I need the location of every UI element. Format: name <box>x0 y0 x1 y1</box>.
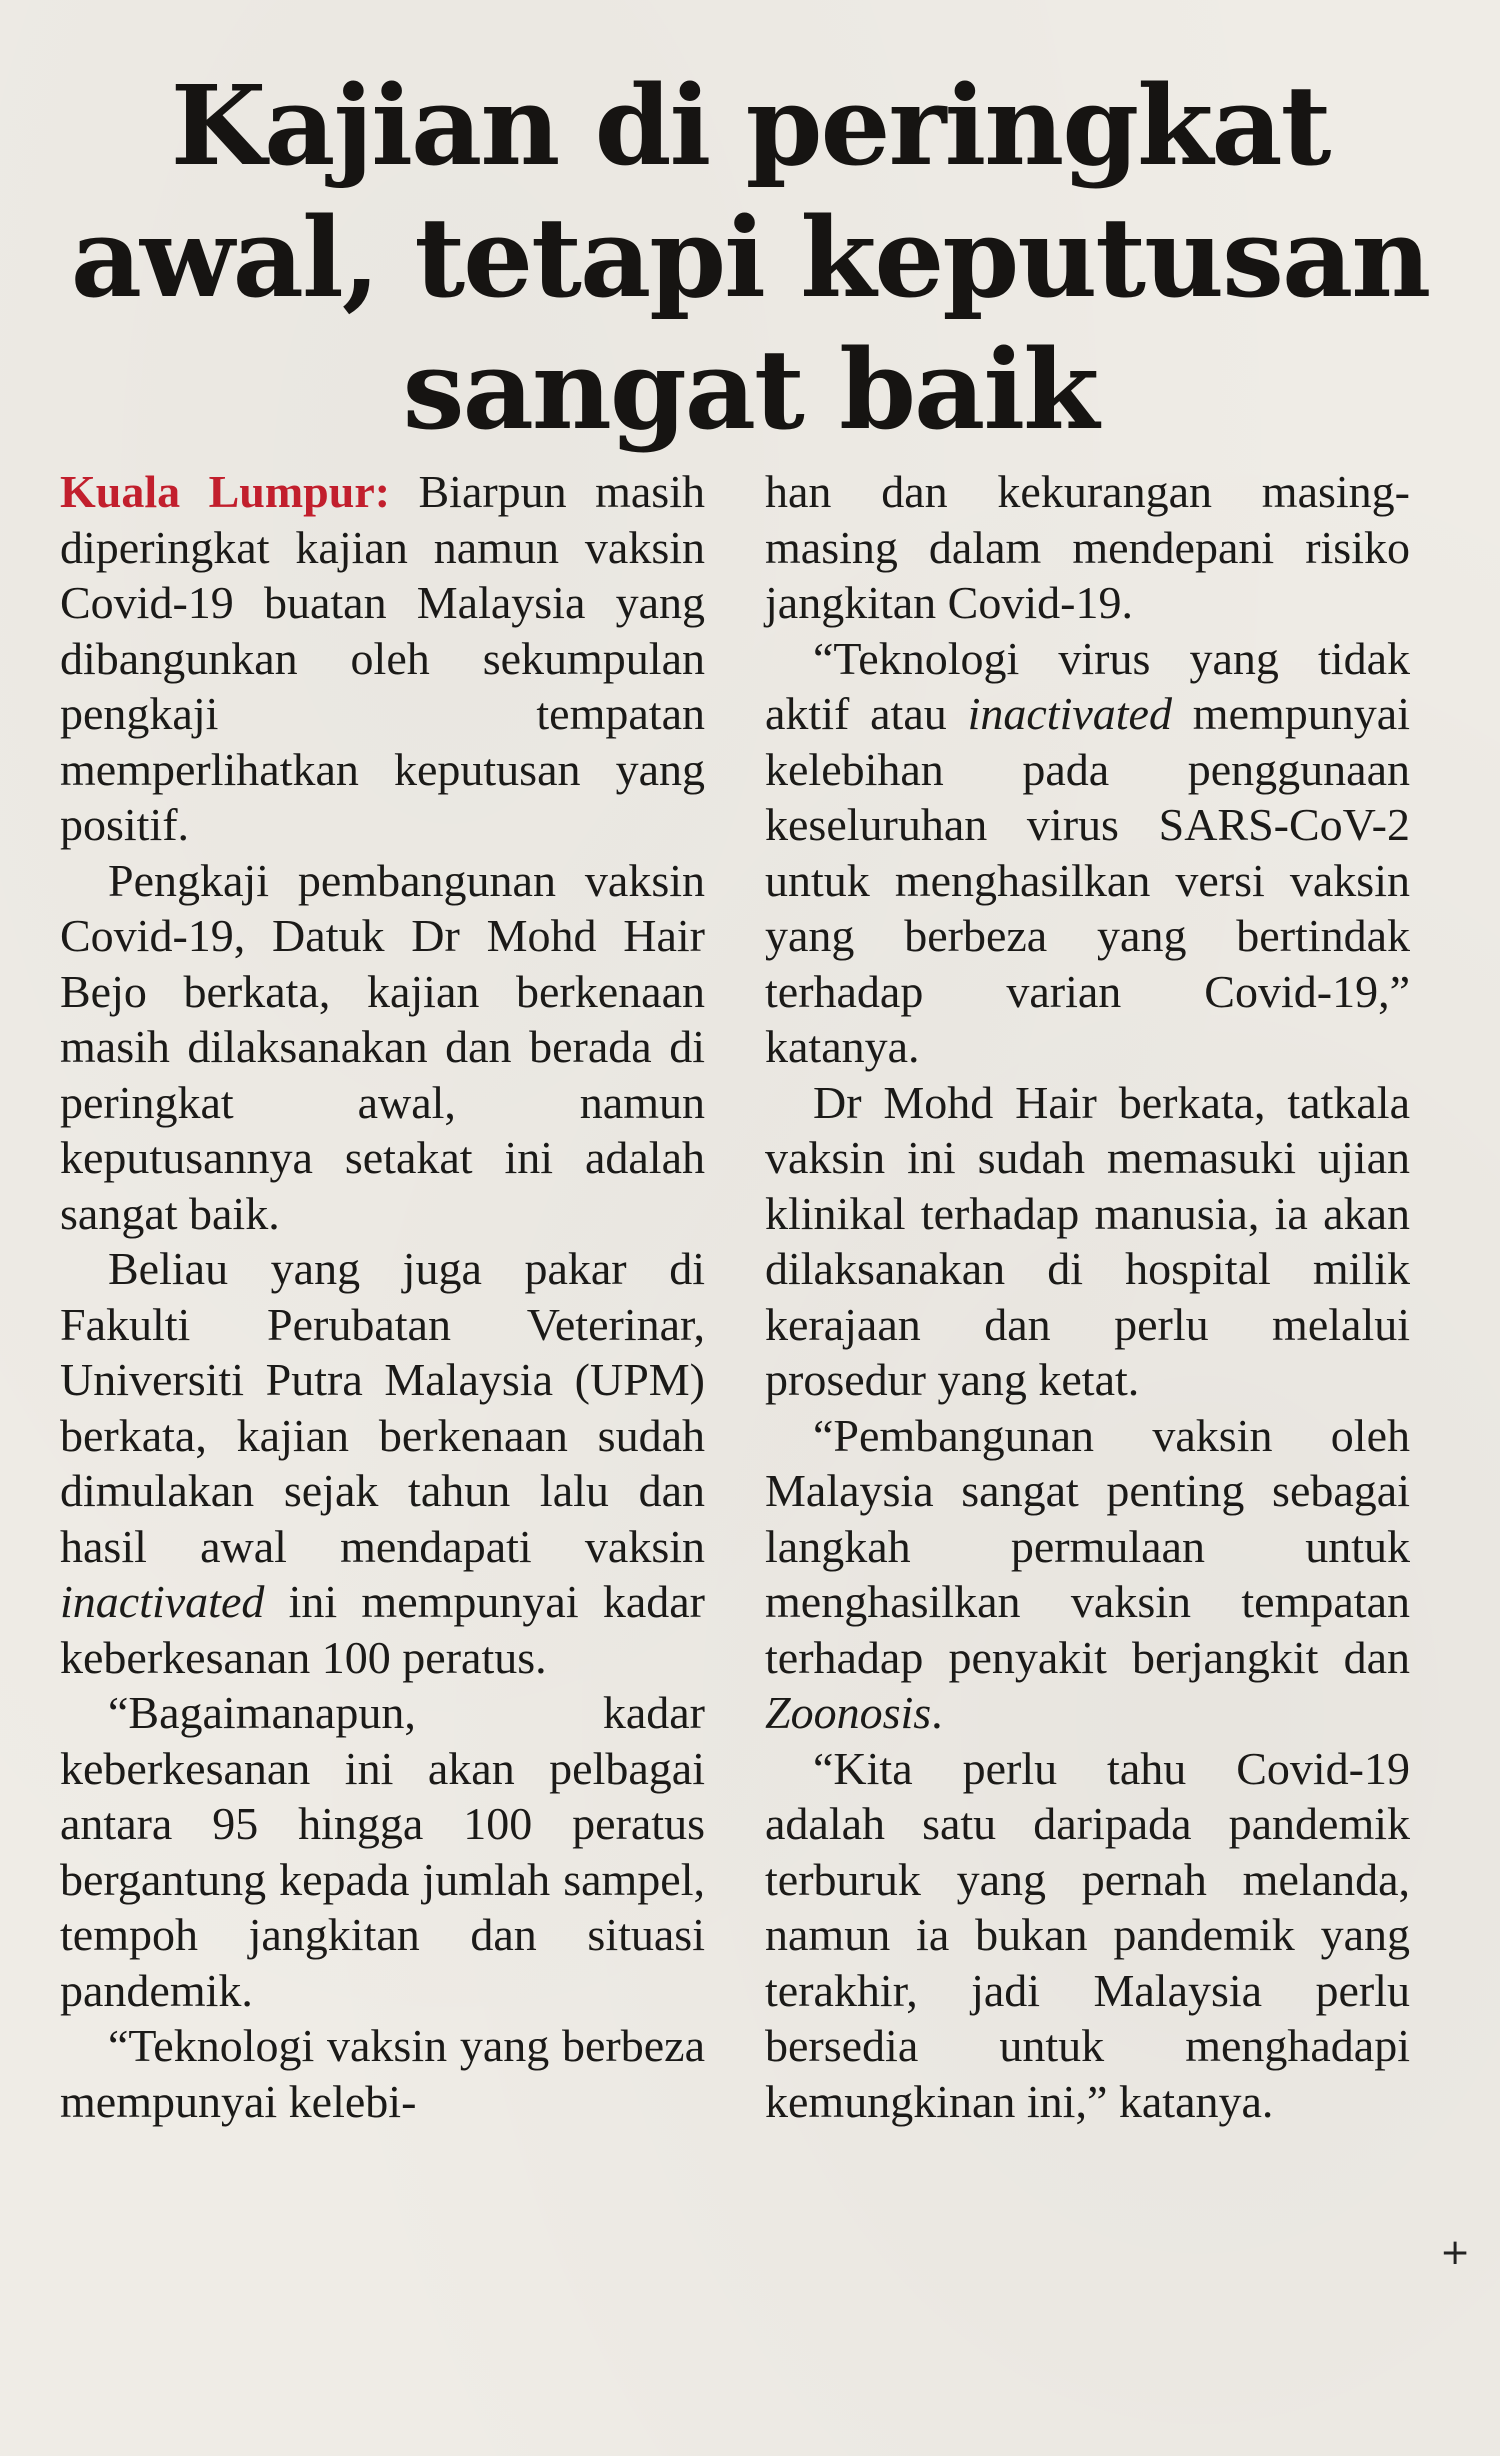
paragraph-9-text-b: . <box>931 1687 943 1738</box>
headline-line-3: sangat baik <box>402 325 1098 454</box>
paragraph-3-italic: inactivated <box>60 1576 265 1627</box>
paragraph-7-italic: inactivated <box>967 688 1172 739</box>
paragraph-8: Dr Mohd Hair berkata, tatkala vaksin ini sudah memasuki ujian klinikal terhadap manusia, ia akan dilaksanakan di hospital milik kerajaan dan perlu melalui prosedur yang ketat. <box>765 1076 1410 1405</box>
headline-line-2: awal, tetapi keputusan <box>70 193 1430 322</box>
paragraph-3-text-a: Beliau yang juga pakar di Fakulti Perubatan Veterinar, Universiti Putra Malaysia (UPM) berkata, kajian berkenaan sudah dimulakan sejak tahun lalu dan hasil awal mendapati vaksin <box>60 1243 705 1572</box>
paragraph-7-text-b: mempunyai kelebihan pada penggunaan keseluruhan virus SARS-CoV-2 untuk menghasilkan versi vaksin yang berbeza yang bertindak terhadap varian Covid-19,” katanya. <box>765 688 1410 1072</box>
paragraph-6: han dan kekurangan masing-masing dalam mendepani risiko jangkitan Covid-19. <box>765 466 1410 628</box>
paragraph-9-italic: Zoonosis <box>765 1687 932 1738</box>
paragraph-7 <box>765 631 1410 1075</box>
paragraph-1-text: Biarpun masih diperingkat kajian namun vaksin Covid-19 buatan Malaysia yang dibangunkan oleh sekumpulan pengkaji tempatan memperlihatkan keputusan yang positif. <box>60 466 705 850</box>
paragraph-7-text-a: “Teknologi virus yang tidak aktif atau <box>765 632 1410 739</box>
paragraph-1 <box>60 464 705 853</box>
paragraph-5: “Teknologi vaksin yang berbeza mempunyai kelebi- <box>60 2020 705 2127</box>
paragraph-3-text-b: ini mempunyai kadar keberkesanan 100 peratus. <box>60 1576 705 1683</box>
margin-plus-mark: + <box>1440 2232 1471 2273</box>
article-column-right <box>765 464 1410 2129</box>
paragraph-3 <box>60 1241 705 1685</box>
paragraph-2: Pengkaji pembangunan vaksin Covid-19, Datuk Dr Mohd Hair Bejo berkata, kajian berkenaan masih dilaksanakan dan berada di peringkat awal, namun keputusannya setakat ini adalah sangat baik. <box>60 854 705 1239</box>
dateline: Kuala Lumpur: <box>60 466 391 517</box>
paragraph-9-text-a: “Pembangunan vaksin oleh Malaysia sangat penting sebagai langkah permulaan untuk menghasilkan vaksin tempatan terhadap penyakit berjangkit dan <box>765 1409 1410 1683</box>
article-column-left <box>60 464 705 2129</box>
paragraph-4: “Bagaimanapun, kadar keberkesanan ini akan pelbagai antara 95 hingga 100 peratus bergantung kepada jumlah sampel, tempoh jangkitan dan situasi pandemik. <box>60 1687 705 2016</box>
headline-line-1: Kajian di peringkat <box>170 61 1330 190</box>
paragraph-9 <box>765 1408 1410 1741</box>
paragraph-10: “Kita perlu tahu Covid-19 adalah satu daripada pandemik terburuk yang pernah melanda, namun ia bukan pandemik yang terakhir, jadi Malaysia perlu bersedia untuk menghadapi kemungkinan ini,” katanya. <box>765 1742 1410 2127</box>
headline <box>40 60 1460 456</box>
